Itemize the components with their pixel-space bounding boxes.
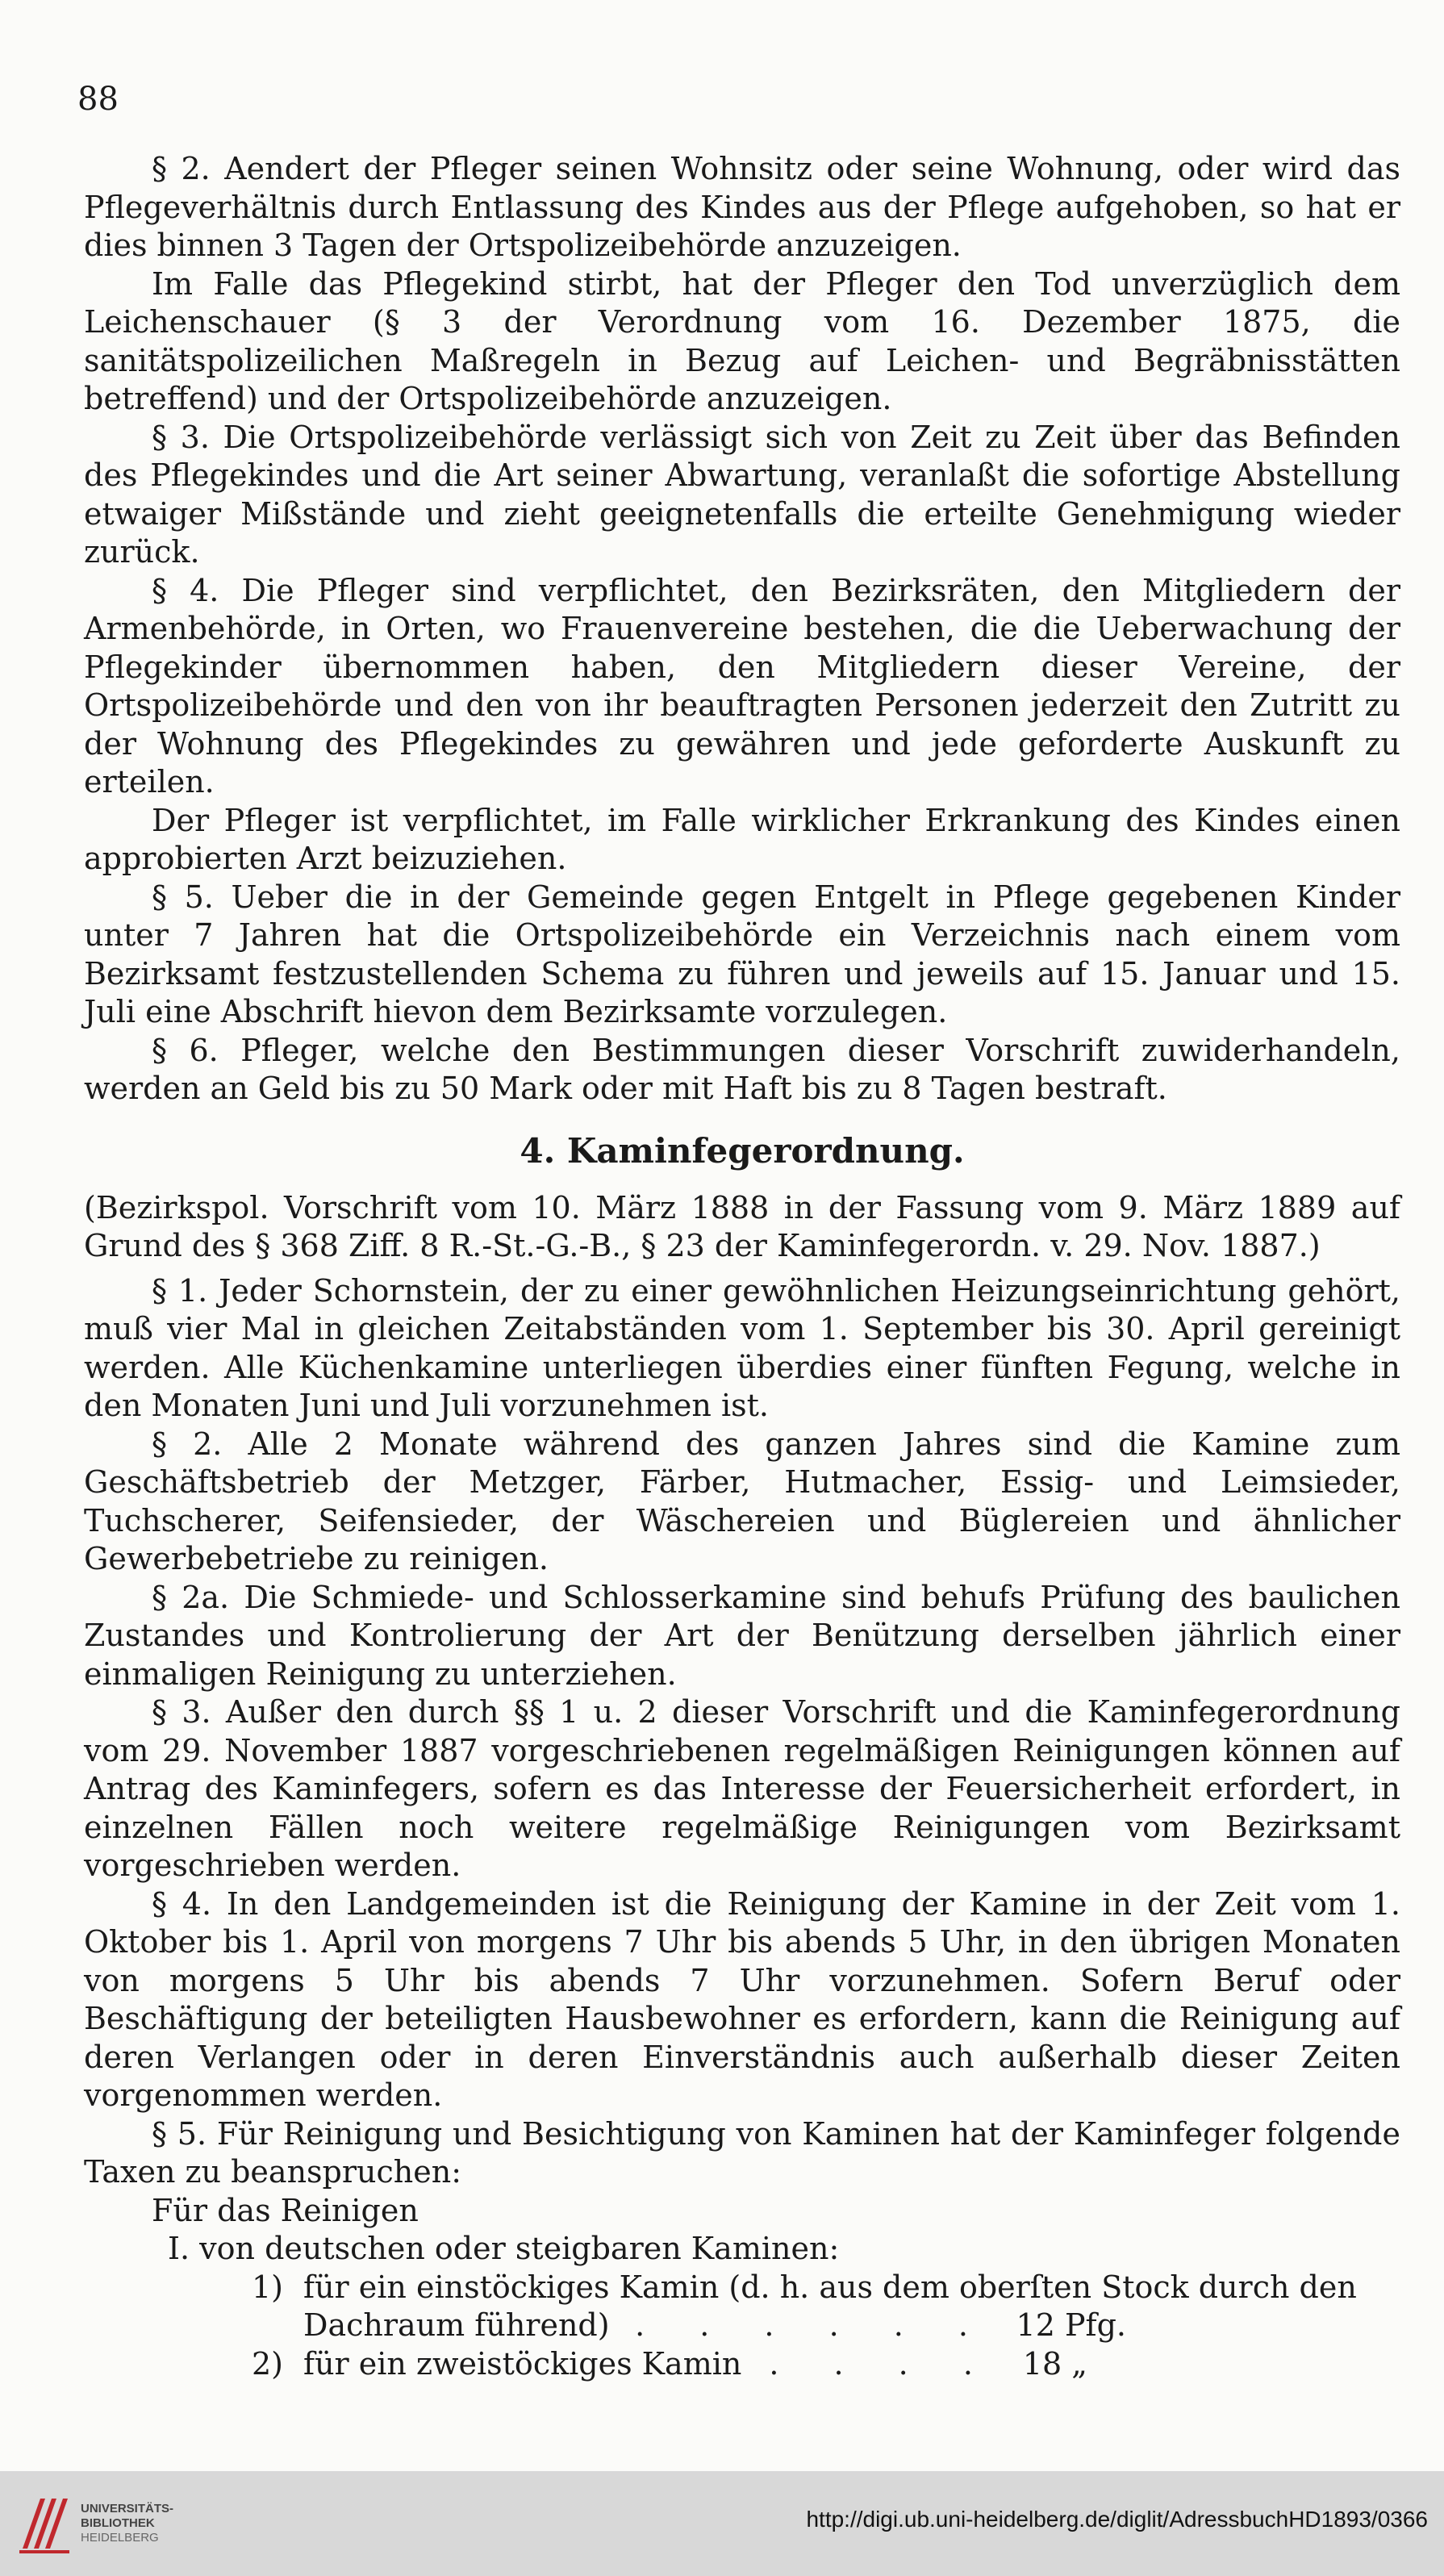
tariff-category: I. von deutschen oder steigbaren Kaminen: bbox=[168, 2231, 840, 2266]
kamin-paragraph-2a: § 2a. Die Schmiede- und Schlosserkamine sind behufs Prüfung des baulichen Zustandes und Kontrolierung der Art der Benützung derselben jährlich einer einmaligen Reinigung zu unterziehen. bbox=[84, 1579, 1400, 1692]
kamin-paragraph-4: § 4. In den Landgemeinden ist die Reinigung der Kamine in der Zeit vom 1. Oktober bis 1. April von morgens 7 Uhr bis abends 5 Uhr, in den übrigen Monaten von morgens 5 Uhr bis abends 7 Uhr vorzunehmen. Sofern Beruf oder Beschäftigung der beteiligten Hausbewohner es erfordern, kann die Reinigung auf deren Verlangen oder in deren Einverständnis auch außerhalb dieser Zeiten vorgenommen werden. bbox=[84, 1885, 1400, 2113]
paragraph-6: § 6. Pfleger, welche den Bestimmungen dieser Vorschrift zuwiderhandeln, werden an Geld bis zu 50 Mark oder mit Haft bis zu 8 Tagen bestraft. bbox=[84, 1032, 1400, 1106]
kamin-paragraph-1: § 1. Jeder Schornstein, der zu einer gewöhnlichen Heizungseinrichtung gehört, muß vier Mal in gleichen Zeitabständen vom 1. September bis 30. April gereinigt werden. Alle Küchenkamine unterliegen überdies einer fünften Fegung, welche in den Monaten Juni und Juli vorzunehmen ist. bbox=[84, 1272, 1400, 1423]
tariff-item-number: 2) bbox=[252, 2345, 284, 2382]
library-name bbox=[81, 2502, 173, 2545]
tariff-item-price: 18 „ bbox=[1022, 2345, 1087, 2382]
page-content bbox=[84, 150, 1400, 2383]
paragraph-5: § 5. Ueber die in der Gemeinde gegen Entgelt in Pflege gegebenen Kinder unter 7 Jahren hat die Ortspolizeibehörde ein Verzeichnis nach einem vom Bezirksamt festzustellenden Schema zu führen und jeweils auf 15. Januar und 15. Juli eine Abschrift hievon dem Bezirksamte vorzulegen. bbox=[84, 879, 1400, 1029]
tariff-item-price-row bbox=[303, 2345, 1400, 2384]
tariff-item-price: 12 Pfg. bbox=[1016, 2307, 1126, 2343]
tariff-item bbox=[84, 2269, 1400, 2345]
library-name-line: UNIVERSITÄTS- bbox=[81, 2502, 174, 2515]
library-name-line: BIBLIOTHEK bbox=[81, 2516, 155, 2530]
kamin-paragraph-3: § 3. Außer den durch §§ 1 u. 2 dieser Vorschrift und die Kaminfegerordnung vom 29. November 1887 vorgeschriebenen regelmäßigen Reinigungen können auf Antrag des Kaminfegers, sofern es das Interesse der Feuersicherheit erfordert, in einzelnen Fällen noch weitere regelmäßige Reinigungen vom Bezirksamt vorgeschrieben werden. bbox=[84, 1694, 1400, 1883]
paragraph-2: § 2. Aendert der Pfleger seinen Wohnsitz oder seine Wohnung, oder wird das Pflegeverhältnis durch Entlassung des Kindes aus der Pflege aufgehoben, so hat er dies binnen 3 Tagen der Ortspolizeibehörde anzuzeigen. bbox=[84, 151, 1400, 263]
tariff-list bbox=[84, 2192, 1400, 2384]
tariff-item-price-row bbox=[303, 2307, 1400, 2345]
library-name-line: HEIDELBERG bbox=[81, 2531, 159, 2545]
paragraph-4: § 4. Die Pfleger sind verpflichtet, den Bezirksräten, den Mitgliedern der Armenbehörde, in Orten, wo Frauenvereine bestehen, die die Ueberwachung der Pflegekinder übernommen haben, den Mitgliedern dieser Vereine, der Ortspolizeibehörde und den von ihr beauftragten Personen jederzeit den Zutritt zu der Wohnung des Pflegekindes zu gewähren und jede geforderte Auskunft zu erteilen. bbox=[84, 572, 1400, 800]
paragraph-death: Im Falle das Pflegekind stirbt, hat der Pfleger den Tod unverzüglich dem Leichenschauer (§ 3 der Verordnung vom 16. Dezember 1875, die sanitätspolizeilichen Maßregeln in Bezug auf Leichen- und Begräbnisstätten betreffend) und der Ortspolizeibehörde anzuzeigen. bbox=[84, 265, 1400, 416]
section-heading: 4. Kaminfegerordnung. bbox=[520, 1130, 965, 1171]
section-intro: (Bezirkspol. Vorschrift vom 10. März 1888 in der Fassung vom 9. März 1889 auf Grund des § 368 Ziff. 8 R.-St.-G.-B., § 23 der Kaminfegerordn. v. 29. Nov. 1887.) bbox=[84, 1189, 1400, 1263]
tariff-item-text-cont: Dachraum führend) bbox=[303, 2307, 610, 2343]
paragraph-3: § 3. Die Ortspolizeibehörde verlässigt sich von Zeit zu Zeit über das Befinden des Pflegekindes und die Art seiner Abwartung, veranlaßt die sofortige Abstellung etwaiger Mißstände und zieht geeignetenfalls die erteilte Genehmigung wieder zurück. bbox=[84, 419, 1400, 570]
tariff-item bbox=[84, 2345, 1400, 2384]
paragraph-doctor: Der Pfleger ist verpflichtet, im Falle wirklicher Erkrankung des Kindes einen approbierten Arzt beizuziehen. bbox=[84, 802, 1400, 876]
kamin-paragraph-2: § 2. Alle 2 Monate während des ganzen Jahres sind die Kamine zum Geschäftsbetrieb der Metzger, Färber, Hutmacher, Essig- und Leimsieder, Tuchscherer, Seifensieder, der Wäschereien und Büglereien und ähnlicher Gewerbebetriebe zu reinigen. bbox=[84, 1426, 1400, 1576]
university-library-logo-icon bbox=[16, 2492, 73, 2555]
page-number: 88 bbox=[77, 81, 119, 118]
footer-bar bbox=[0, 2471, 1444, 2576]
tariff-item-dots: . . . . bbox=[769, 2345, 995, 2382]
kamin-paragraph-5: § 5. Für Reinigung und Besichtigung von Kaminen hat der Kaminfeger folgende Taxen zu beanspruchen: bbox=[84, 2115, 1400, 2190]
tariff-item-number: 1) bbox=[252, 2269, 284, 2305]
tariff-item-text: für ein einstöckiges Kamin (d. h. aus dem oberſten Stock durch den bbox=[303, 2269, 1357, 2305]
source-url-link[interactable]: http://digi.ub.uni-heidelberg.de/diglit/AdressbuchHD1893/0366 bbox=[806, 2507, 1428, 2532]
tariff-item-dots: . . . . . . bbox=[635, 2307, 991, 2343]
tariff-item-text: für ein zweistöckiges Kamin bbox=[303, 2345, 742, 2382]
tariff-heading: Für das Reinigen bbox=[152, 2192, 419, 2228]
